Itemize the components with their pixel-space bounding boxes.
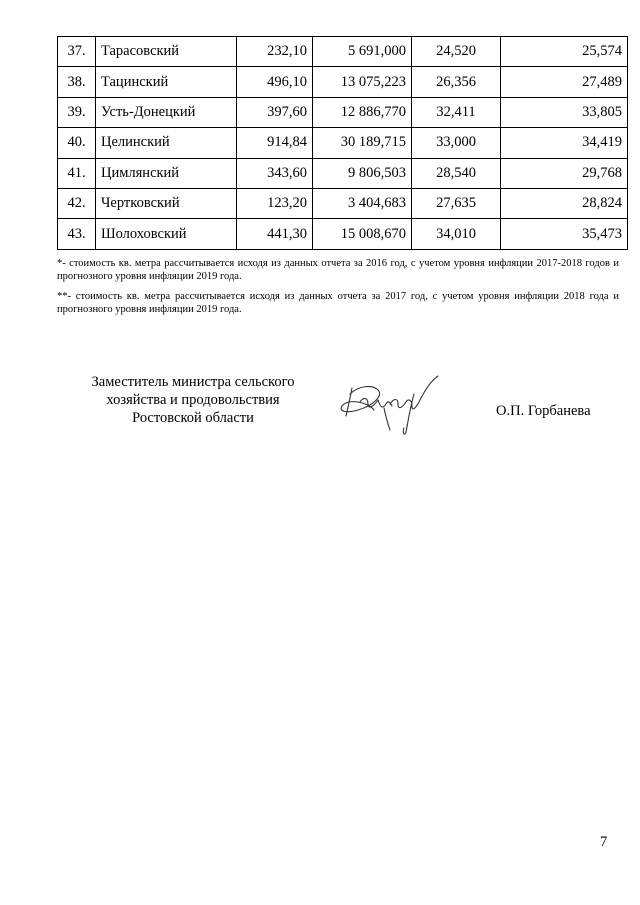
row-number: 40. [58, 128, 96, 158]
row-number: 42. [58, 188, 96, 218]
area-value: 123,20 [237, 188, 313, 218]
row-number: 41. [58, 158, 96, 188]
district-name: Целинский [96, 128, 237, 158]
table-row [58, 37, 628, 67]
signatory-name: О.П. Горбанева [496, 403, 591, 419]
row-number: 39. [58, 97, 96, 127]
price-per-sqm-indexed-value: 34,419 [501, 128, 628, 158]
handwritten-signature [328, 372, 448, 442]
district-name: Тацинский [96, 67, 237, 97]
price-per-sqm-value: 32,411 [412, 97, 501, 127]
district-price-table [57, 36, 628, 250]
price-per-sqm-indexed-value: 28,824 [501, 188, 628, 218]
area-value: 343,60 [237, 158, 313, 188]
cost-value: 12 886,770 [313, 97, 412, 127]
price-per-sqm-indexed-value: 35,473 [501, 219, 628, 249]
table-row [58, 158, 628, 188]
cost-value: 13 075,223 [313, 67, 412, 97]
area-value: 397,60 [237, 97, 313, 127]
district-name: Чертковский [96, 188, 237, 218]
price-per-sqm-value: 28,540 [412, 158, 501, 188]
price-per-sqm-indexed-value: 33,805 [501, 97, 628, 127]
area-value: 232,10 [237, 37, 313, 67]
price-per-sqm-value: 24,520 [412, 37, 501, 67]
footnote-double-asterisk: **- стоимость кв. метра рассчитывается исходя из данных отчета за 2017 год, с учетом уровня инфляции 2018 года и прогнозного уровня инфляции 2019 года. [57, 291, 619, 315]
price-per-sqm-indexed-value: 27,489 [501, 67, 628, 97]
cost-value: 30 189,715 [313, 128, 412, 158]
cost-value: 5 691,000 [313, 37, 412, 67]
area-value: 441,30 [237, 219, 313, 249]
price-per-sqm-value: 33,000 [412, 128, 501, 158]
footnote-single-asterisk: *- стоимость кв. метра рассчитывается исходя из данных отчета за 2016 год, с учетом уровня инфляции 2017-2018 годов и прогнозного уровня инфляции 2019 года. [57, 258, 619, 282]
cost-value: 15 008,670 [313, 219, 412, 249]
price-per-sqm-indexed-value: 29,768 [501, 158, 628, 188]
cost-value: 9 806,503 [313, 158, 412, 188]
table-row [58, 188, 628, 218]
district-name: Усть-Донецкий [96, 97, 237, 127]
table-row [58, 67, 628, 97]
district-name: Шолоховский [96, 219, 237, 249]
signatory-position-line: Ростовской области [132, 410, 254, 426]
row-number: 37. [58, 37, 96, 67]
cost-value: 3 404,683 [313, 188, 412, 218]
area-value: 496,10 [237, 67, 313, 97]
row-number: 43. [58, 219, 96, 249]
price-per-sqm-indexed-value: 25,574 [501, 37, 628, 67]
price-per-sqm-value: 26,356 [412, 67, 501, 97]
signatory-position [78, 373, 308, 427]
signatory-position-line: хозяйства и продовольствия [106, 392, 280, 408]
signatory-position-line: Заместитель министра сельского [91, 374, 295, 390]
row-number: 38. [58, 67, 96, 97]
district-name: Тарасовский [96, 37, 237, 67]
price-per-sqm-value: 27,635 [412, 188, 501, 218]
price-per-sqm-value: 34,010 [412, 219, 501, 249]
table-row [58, 97, 628, 127]
district-name: Цимлянский [96, 158, 237, 188]
table-row [58, 128, 628, 158]
page-number: 7 [600, 834, 608, 850]
area-value: 914,84 [237, 128, 313, 158]
table-row [58, 219, 628, 249]
